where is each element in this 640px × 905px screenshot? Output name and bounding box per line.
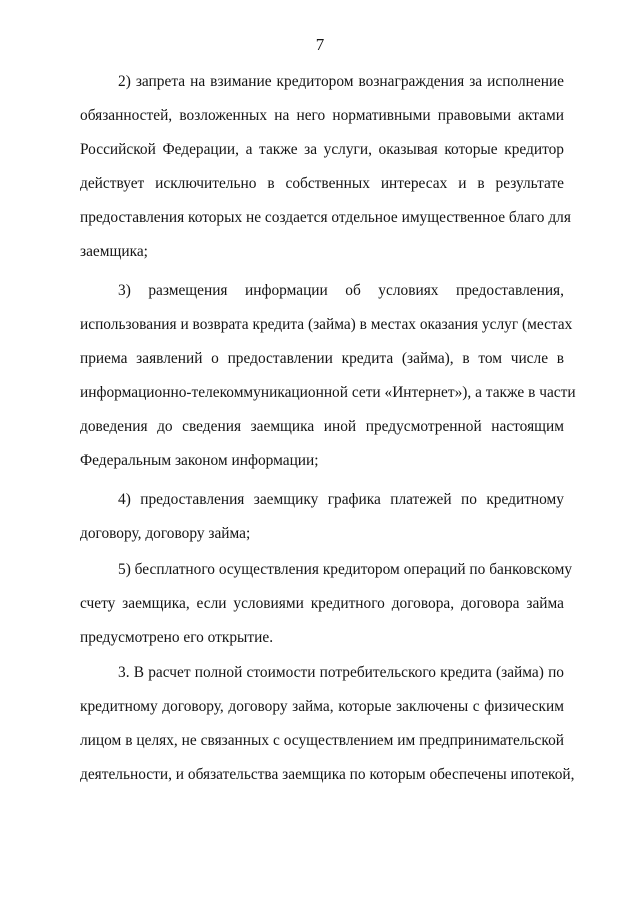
text-line: 3) размещения информации об условиях предоставления, xyxy=(118,282,564,299)
text-line: действует исключительно в собственных интересах и в результате xyxy=(80,175,564,192)
text-line: обязанностей, возложенных на него нормативными правовыми актами xyxy=(80,107,564,124)
text-line: заемщика; xyxy=(80,243,148,260)
text-line: предоставления которых не создается отдельное имущественное благо для xyxy=(80,209,571,226)
text-line: счету заемщика, если условиями кредитного договора, договора займа xyxy=(80,595,564,612)
text-line: 4) предоставления заемщику графика платежей по кредитному xyxy=(118,491,564,508)
text-line: договору, договору займа; xyxy=(80,525,251,542)
text-line: деятельности, и обязательства заемщика по которым обеспечены ипотекой, xyxy=(80,766,575,783)
text-line: кредитному договору, договору займа, которые заключены с физическим xyxy=(80,698,564,715)
text-line: 3. В расчет полной стоимости потребительского кредита (займа) по xyxy=(118,664,564,681)
page-number: 7 xyxy=(315,35,325,54)
text-line: информационно-телекоммуникационной сети «Интернет»), а также в части xyxy=(80,384,576,401)
text-line: лицом в целях, не связанных с осуществлением им предпринимательской xyxy=(80,732,564,749)
text-line: приема заявлений о предоставлении кредита (займа), в том числе в xyxy=(80,350,564,367)
text-line: 2) запрета на взимание кредитором вознаграждения за исполнение xyxy=(118,73,564,90)
text-line: использования и возврата кредита (займа) в местах оказания услуг (местах xyxy=(80,316,573,333)
text-line: предусмотрено его открытие. xyxy=(80,629,274,646)
text-line: 5) бесплатного осуществления кредитором операций по банковскому xyxy=(118,561,573,578)
text-line: доведения до сведения заемщика иной предусмотренной настоящим xyxy=(80,418,564,435)
text-line: Федеральным законом информации; xyxy=(80,452,319,469)
text-line: Российской Федерации, а также за услуги, оказывая которые кредитор xyxy=(80,141,564,158)
